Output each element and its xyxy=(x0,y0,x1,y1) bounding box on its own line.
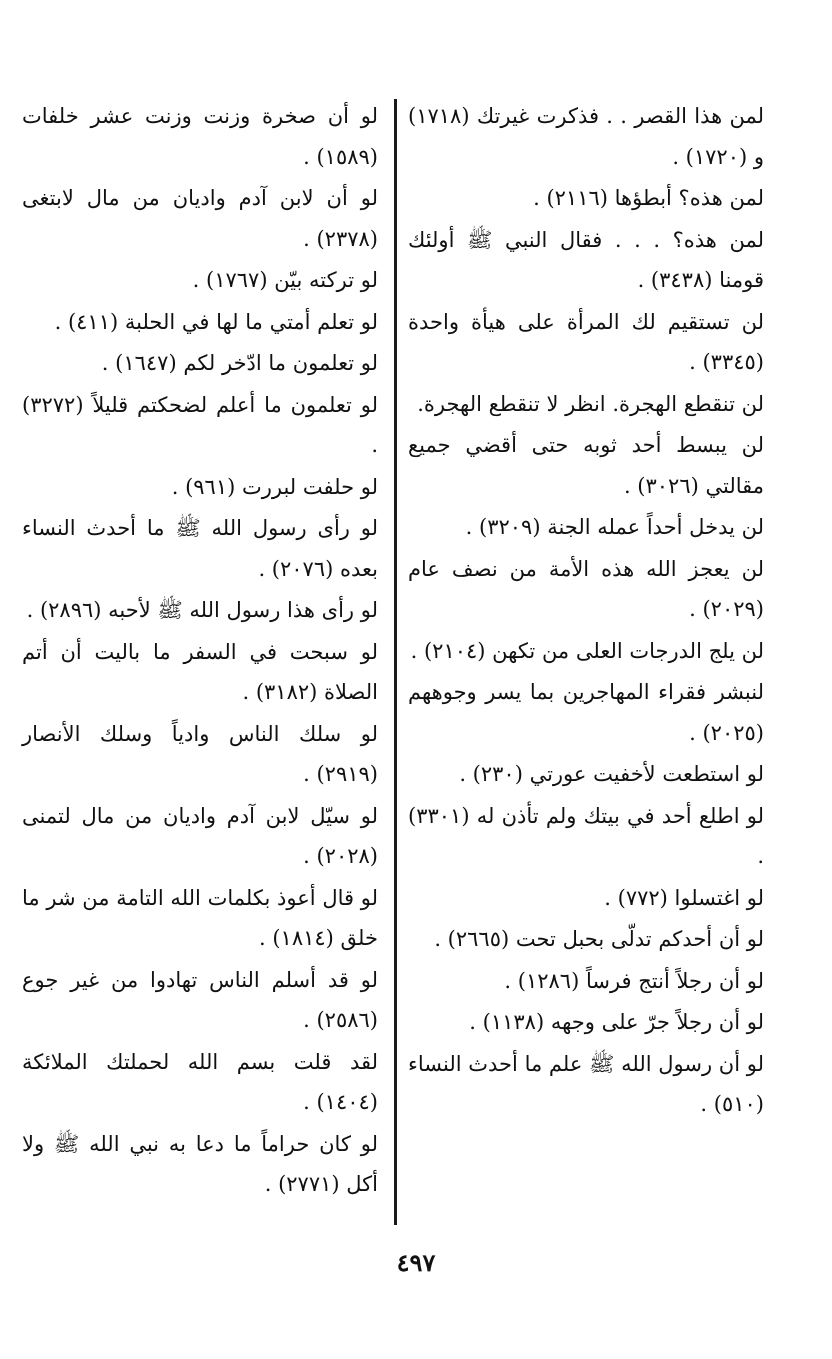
index-entry: لن تستقيم لك المرأة على هيأة واحدة (٣٣٤٥) . xyxy=(408,309,764,374)
index-entry: لمن هذه؟ . . . فقال النبي ﷺ أولئك قومنا (٣٤٣٨) . xyxy=(408,227,764,292)
index-entry: لو قد أسلم الناس تهادوا من غير جوع (٢٥٨٦) . xyxy=(22,967,378,1032)
index-entry: لنبشر فقراء المهاجرين بما يسر وجوههم (٢٠٢٥) . xyxy=(408,680,764,745)
index-entry: لن يدخل أحداً عمله الجنة (٣٢٠٩) . xyxy=(465,515,764,539)
index-entry: لو قال أعوذ بكلمات الله التامة من شر ما خلق (١٨١٤) . xyxy=(22,885,378,950)
index-entry: لو رأى رسول الله ﷺ ما أحدث النساء بعده (٢٠٧٦) . xyxy=(22,516,378,581)
page-number: ٤٩٧ xyxy=(396,1248,436,1277)
index-column-left xyxy=(22,96,378,1206)
index-entry: لمن هذه؟ أبطؤها (٢١١٦) . xyxy=(533,186,764,210)
index-entry: لن يعجز الله هذه الأمة من نصف عام (٢٠٢٩) . xyxy=(408,556,764,621)
index-entry: لو سلك الناس وادياً وسلك الأنصار (٢٩١٩) . xyxy=(22,721,378,786)
index-entry: لن يبسط أحد ثوبه حتى أقضي جميع مقالتي (٣٠٢٦) . xyxy=(408,433,764,498)
index-entry: لو حلفت لبررت (٩٦١) . xyxy=(171,474,378,499)
index-entry: لو كان حراماً ما دعا به نبي الله ﷺ ولا أكل (٢٧٧١) . xyxy=(22,1131,378,1196)
index-entry: لو تعلم أمتي ما لها في الحلبة (٤١١) . xyxy=(54,309,378,334)
index-column-right xyxy=(408,96,764,1126)
index-entry: لو اغتسلوا (٧٧٢) . xyxy=(604,885,764,910)
index-entry: لو تعلمون ما أعلم لضحكتم قليلاً (٣٢٧٢) . xyxy=(22,392,378,457)
index-entry: لو سبحت في السفر ما باليت أن أتم الصلاة (٣١٨٢) . xyxy=(22,639,378,704)
index-entry: لو أن رسول الله ﷺ علم ما أحدث النساء (٥١٠) . xyxy=(408,1051,764,1116)
index-entry: لن تنقطع الهجرة. انظر لا تنقطع الهجرة. xyxy=(417,391,764,416)
index-entry: لقد قلت بسم الله لحملتك الملائكة (١٤٠٤) . xyxy=(22,1049,378,1114)
index-entry: لو أن رجلاً جرّ على وجهه (١١٣٨) . xyxy=(469,1010,764,1034)
column-divider xyxy=(394,99,397,1225)
index-entry: لو تركته بيّن (١٧٦٧) . xyxy=(192,268,378,292)
index-entry: لو أن لابن آدم واديان من مال لابتغى (٢٣٧٨) . xyxy=(22,186,378,251)
index-entry: لو تعلمون ما ادّخر لكم (١٦٤٧) . xyxy=(101,351,378,375)
index-entry: لن يلج الدرجات العلى من تكهن (٢١٠٤) . xyxy=(410,638,764,663)
index-entry: لو أن رجلاً أنتج فرساً (١٢٨٦) . xyxy=(504,968,764,993)
index-entry: لو اطلع أحد في بيتك ولم تأذن له (٣٣٠١) . xyxy=(408,803,764,868)
index-entry: لمن هذا القصر . . فذكرت غيرتك (١٧١٨) و (١٧٢٠) . xyxy=(408,104,764,169)
index-entry: لو أن أحدكم تدلّى بحبل تحت (٢٦٦٥) . xyxy=(434,927,764,951)
index-entry: لو رأى هذا رسول الله ﷺ لأحبه (٢٨٩٦) . xyxy=(26,598,378,622)
index-entry: لو استطعت لأخفيت عورتي (٢٣٠) . xyxy=(459,762,764,786)
index-entry: لو أن صخرة وزنت وزنت عشر خلفات (١٥٨٩) . xyxy=(22,104,378,169)
index-entry: لو سيّل لابن آدم واديان من مال لتمنى (٢٠٢٨) . xyxy=(22,803,378,868)
